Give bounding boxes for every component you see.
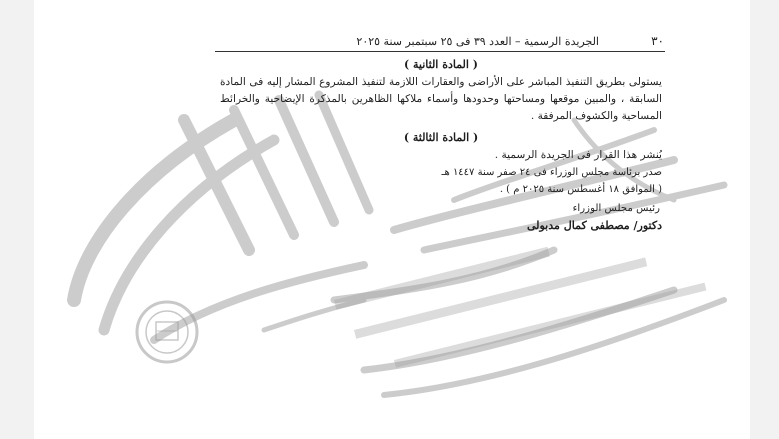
article-two-heading: ( المادة الثانية )	[403, 58, 479, 71]
decree-body	[220, 52, 662, 234]
signer-title: رئيس مجلس الوزراء	[572, 203, 660, 214]
issued-date-hijri: صدر برئاسة مجلس الوزراء فى ٢٤ صفر سنة ١٤٤٧ هـ	[441, 167, 662, 178]
signer-name: دكتور/ مصطفى كمال مدبولى	[526, 219, 662, 232]
page-number: ٣٠	[651, 34, 664, 48]
gazette-page	[34, 0, 750, 439]
issued-date-gregorian: ( الموافق ١٨ أغسطس سنة ٢٠٢٥ م ) .	[499, 184, 662, 195]
article-two-text: يستولى بطريق التنفيذ المباشر على الأراضى والعقارات اللازمة لتنفيذ المشروع المشار إليه فى المادة السابقة ، والمبين موقعها ومساحتها وحدودها وأسماء ملاكها الظاهرين بالمذكرة الإيضاحية والخرائط المساحية والكشوف المرفقة .	[220, 76, 662, 122]
printing-press-seal	[137, 302, 197, 362]
article-three-heading: ( المادة الثالثة )	[403, 131, 479, 144]
gazette-header	[214, 32, 664, 52]
article-three-text: يُنشر هذا القرار فى الجريدة الرسمية .	[494, 149, 662, 161]
gazette-issue-line: الجريدة الرسمية – العدد ٣٩ فى ٢٥ سبتمبر سنة ٢٠٢٥	[356, 35, 599, 48]
